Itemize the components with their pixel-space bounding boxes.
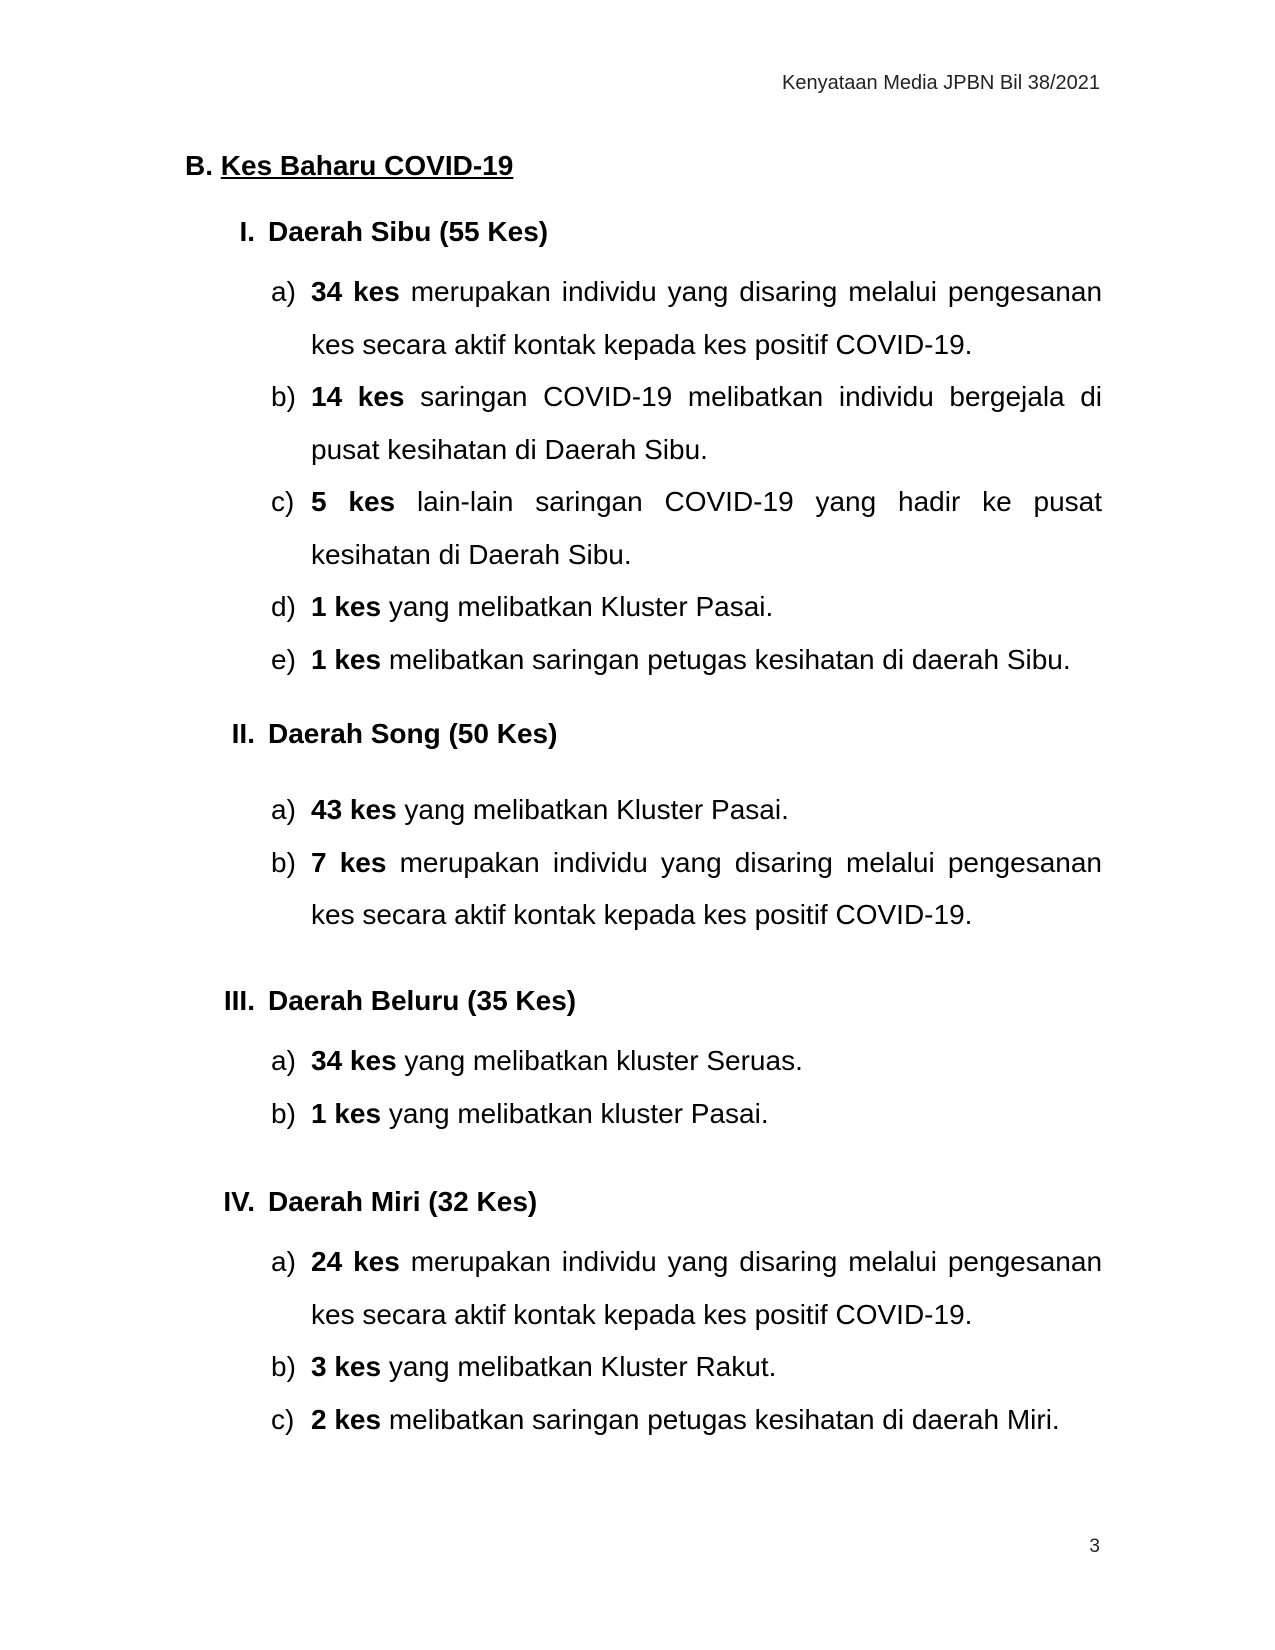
- case-list: [0, 784, 1275, 942]
- list-item: [0, 784, 1275, 837]
- case-count: 2 kes: [311, 1403, 382, 1435]
- district-numeral: III.: [223, 985, 255, 1016]
- list-item: [0, 266, 1275, 371]
- item-label: b): [271, 846, 296, 878]
- case-description: melibatkan saringan petugas kesihatan di daerah Miri.: [388, 1403, 1060, 1435]
- item-label: e): [271, 643, 296, 675]
- item-label: d): [271, 591, 296, 622]
- case-count: 14 kes: [311, 381, 405, 412]
- district-heading: [0, 216, 1275, 266]
- case-list: [0, 266, 1275, 686]
- case-count: 34 kes: [311, 1045, 397, 1076]
- case-count: 1 kes: [311, 1097, 382, 1129]
- case-count: 34 kes: [311, 276, 400, 307]
- list-item: [0, 1341, 1275, 1394]
- case-list: [0, 1035, 1275, 1140]
- case-count: 24 kes: [311, 1246, 400, 1277]
- item-label: c): [271, 486, 295, 517]
- item-label: c): [271, 1403, 295, 1435]
- case-description: saringan COVID-19 melibatkan individu bergejala di pusat kesihatan di Daerah Sibu.: [311, 381, 1103, 465]
- case-count: 5 kes: [311, 486, 396, 517]
- district-heading: [0, 985, 1275, 1035]
- case-description: melibatkan saringan petugas kesihatan di daerah Sibu.: [388, 643, 1071, 675]
- district-title: Daerah Sibu (55 Kes): [268, 216, 549, 247]
- district-title: Daerah Beluru (35 Kes): [268, 985, 577, 1016]
- case-count: 3 kes: [311, 1351, 382, 1382]
- list-item: [0, 476, 1275, 581]
- case-description: merupakan individu yang disaring melalui pengesanan kes secara aktif kontak kepada kes positif COVID-19.: [311, 846, 1102, 930]
- case-description: yang melibatkan Kluster Pasai.: [404, 794, 789, 825]
- case-description: lain-lain saringan COVID-19 yang hadir ke pusat kesihatan di Daerah Sibu.: [311, 486, 1102, 570]
- item-label: a): [271, 276, 296, 307]
- district-numeral: IV.: [223, 1186, 255, 1217]
- item-label: b): [271, 381, 296, 412]
- list-item: [0, 1236, 1275, 1341]
- case-count: 7 kes: [311, 846, 387, 878]
- case-list: [0, 1236, 1275, 1446]
- district-title: Daerah Miri (32 Kes): [268, 1186, 538, 1217]
- case-count: 43 kes: [311, 794, 397, 825]
- case-count: 1 kes: [311, 591, 382, 622]
- item-label: b): [271, 1097, 296, 1129]
- case-description: yang melibatkan kluster Pasai.: [388, 1097, 769, 1129]
- page-number: 3: [1089, 1536, 1100, 1557]
- district-heading: [0, 1186, 1275, 1236]
- district-sibu: [0, 216, 1275, 686]
- case-description: yang melibatkan Kluster Pasai.: [388, 591, 774, 622]
- list-item: [0, 837, 1275, 942]
- case-description: merupakan individu yang disaring melalui pengesanan kes secara aktif kontak kepada kes positif COVID-19.: [311, 1246, 1103, 1330]
- item-label: a): [271, 1246, 296, 1277]
- case-description: merupakan individu yang disaring melalui pengesanan kes secara aktif kontak kepada kes positif COVID-19.: [311, 276, 1103, 360]
- district-heading: [0, 718, 1275, 784]
- list-item: [0, 1394, 1275, 1447]
- section-title: [185, 150, 513, 182]
- case-count: 1 kes: [311, 643, 382, 675]
- item-label: a): [271, 1045, 296, 1076]
- list-item: [0, 371, 1275, 476]
- district-song: [0, 718, 1275, 942]
- list-item: [0, 634, 1275, 687]
- list-item: [0, 1035, 1275, 1088]
- page-header: Kenyataan Media JPBN Bil 38/2021: [782, 72, 1100, 94]
- district-numeral: I.: [239, 216, 255, 247]
- list-item: [0, 1088, 1275, 1141]
- case-description: yang melibatkan kluster Seruas.: [404, 1045, 803, 1076]
- district-numeral: II.: [231, 718, 255, 749]
- case-description: yang melibatkan Kluster Rakut.: [388, 1351, 777, 1382]
- item-label: b): [271, 1351, 296, 1382]
- district-title: Daerah Song (50 Kes): [268, 718, 558, 749]
- section-title-text: Kes Baharu COVID-19: [220, 150, 514, 181]
- district-miri: [0, 1186, 1275, 1446]
- item-label: a): [271, 794, 296, 825]
- section-letter: B.: [185, 150, 213, 181]
- district-beluru: [0, 985, 1275, 1140]
- list-item: [0, 581, 1275, 634]
